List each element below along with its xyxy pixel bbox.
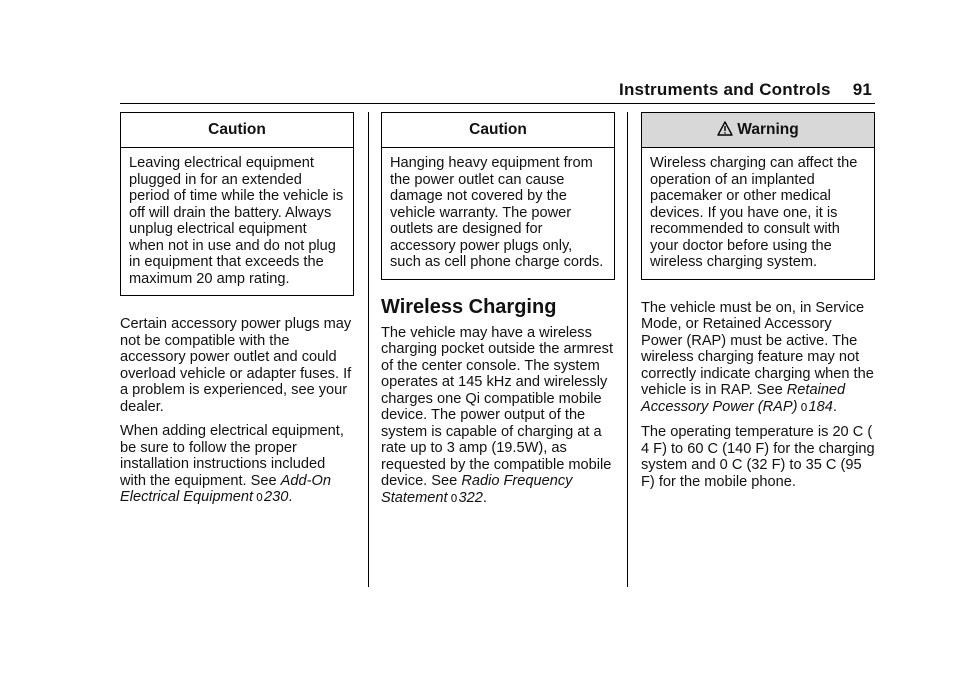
section-heading: Wireless Charging bbox=[381, 295, 557, 318]
paragraph-end: . bbox=[288, 489, 293, 505]
warning-title-bar bbox=[642, 113, 874, 148]
page-reference-arrow-icon: 0 bbox=[800, 400, 808, 414]
caution-box bbox=[120, 112, 354, 296]
warning-body: Wireless charging can affect the operation of an implanted pacemaker or other medical devices. If you have one, it is recommended to consult with your doctor before using the wireless charging system. bbox=[650, 155, 858, 270]
paragraph-text: When adding electrical equipment, be sure to follow the proper installation instructions included with the equipment. See bbox=[120, 423, 344, 489]
cross-reference-link[interactable]: Radio Frequency Statement bbox=[381, 473, 573, 506]
page-reference[interactable]: 230 bbox=[264, 489, 289, 505]
page-reference-arrow-icon: 0 bbox=[450, 491, 458, 505]
page-reference[interactable]: 322 bbox=[458, 489, 483, 506]
caution-title: Caution bbox=[382, 113, 614, 148]
warning-title: Warning bbox=[737, 121, 799, 138]
paragraph-end: . bbox=[832, 398, 837, 415]
paragraph bbox=[641, 300, 875, 417]
paragraph bbox=[381, 325, 615, 508]
section-title: Instruments and Controls bbox=[619, 80, 831, 99]
page-reference-arrow-icon: 0 bbox=[256, 491, 264, 504]
page-reference[interactable]: 184 bbox=[808, 398, 833, 415]
paragraph bbox=[120, 423, 354, 507]
paragraph-text: The vehicle may have a wireless charging pocket outside the armrest of the center console. The system operates at 145 kHz and wirelessly charges one Qi compatible mobile device. The power output of the system is capable of charging at a rate up to 3 amp (19.5W), as requested by the compatible mobile device. See bbox=[381, 324, 614, 489]
header-rule bbox=[120, 103, 875, 104]
warning-box bbox=[641, 112, 875, 280]
caution-box bbox=[381, 112, 615, 280]
paragraph: The operating temperature is 20 C ( 4 F) to 60 C (140 F) for the charging system and 0 C (32 F) to 35 C (95 F) for the mobile phone. bbox=[641, 424, 875, 490]
page-number: 91 bbox=[852, 80, 872, 99]
paragraph-text: The vehicle must be on, in Service Mode, or Retained Accessory Power (RAP) must be active. The wireless charging feature may not correctly indicate charging when the vehicle is in RAP. See bbox=[641, 299, 874, 398]
column-divider bbox=[368, 112, 369, 587]
cross-reference-link[interactable]: Add-On Electrical Equipment bbox=[120, 472, 331, 505]
caution-body: Leaving electrical equipment plugged in for an extended period of time while the vehicle is off will drain the battery. Always unplug electrical equipment when not in use and do not plug in equipment that exceeds the maximum 20 amp rating. bbox=[129, 155, 344, 287]
column-3 bbox=[641, 112, 875, 490]
paragraph-end: . bbox=[482, 489, 487, 506]
caution-title: Caution bbox=[121, 113, 353, 148]
column-2 bbox=[381, 112, 615, 507]
paragraph: Certain accessory power plugs may not be compatible with the accessory power outlet and could overload vehicle or adapter fuses. If a problem is experienced, see your dealer. bbox=[120, 316, 352, 415]
column-divider bbox=[627, 112, 628, 587]
cross-reference-link[interactable]: Retained Accessory Power (RAP) bbox=[641, 382, 846, 415]
page-header bbox=[619, 80, 872, 100]
column-1 bbox=[120, 112, 354, 507]
warning-triangle-icon bbox=[717, 116, 733, 150]
caution-body: Hanging heavy equipment from the power outlet can cause damage not covered by the vehicle warranty. The power outlets are designed for accessory power plugs only, such as cell phone charge cords. bbox=[390, 155, 604, 270]
